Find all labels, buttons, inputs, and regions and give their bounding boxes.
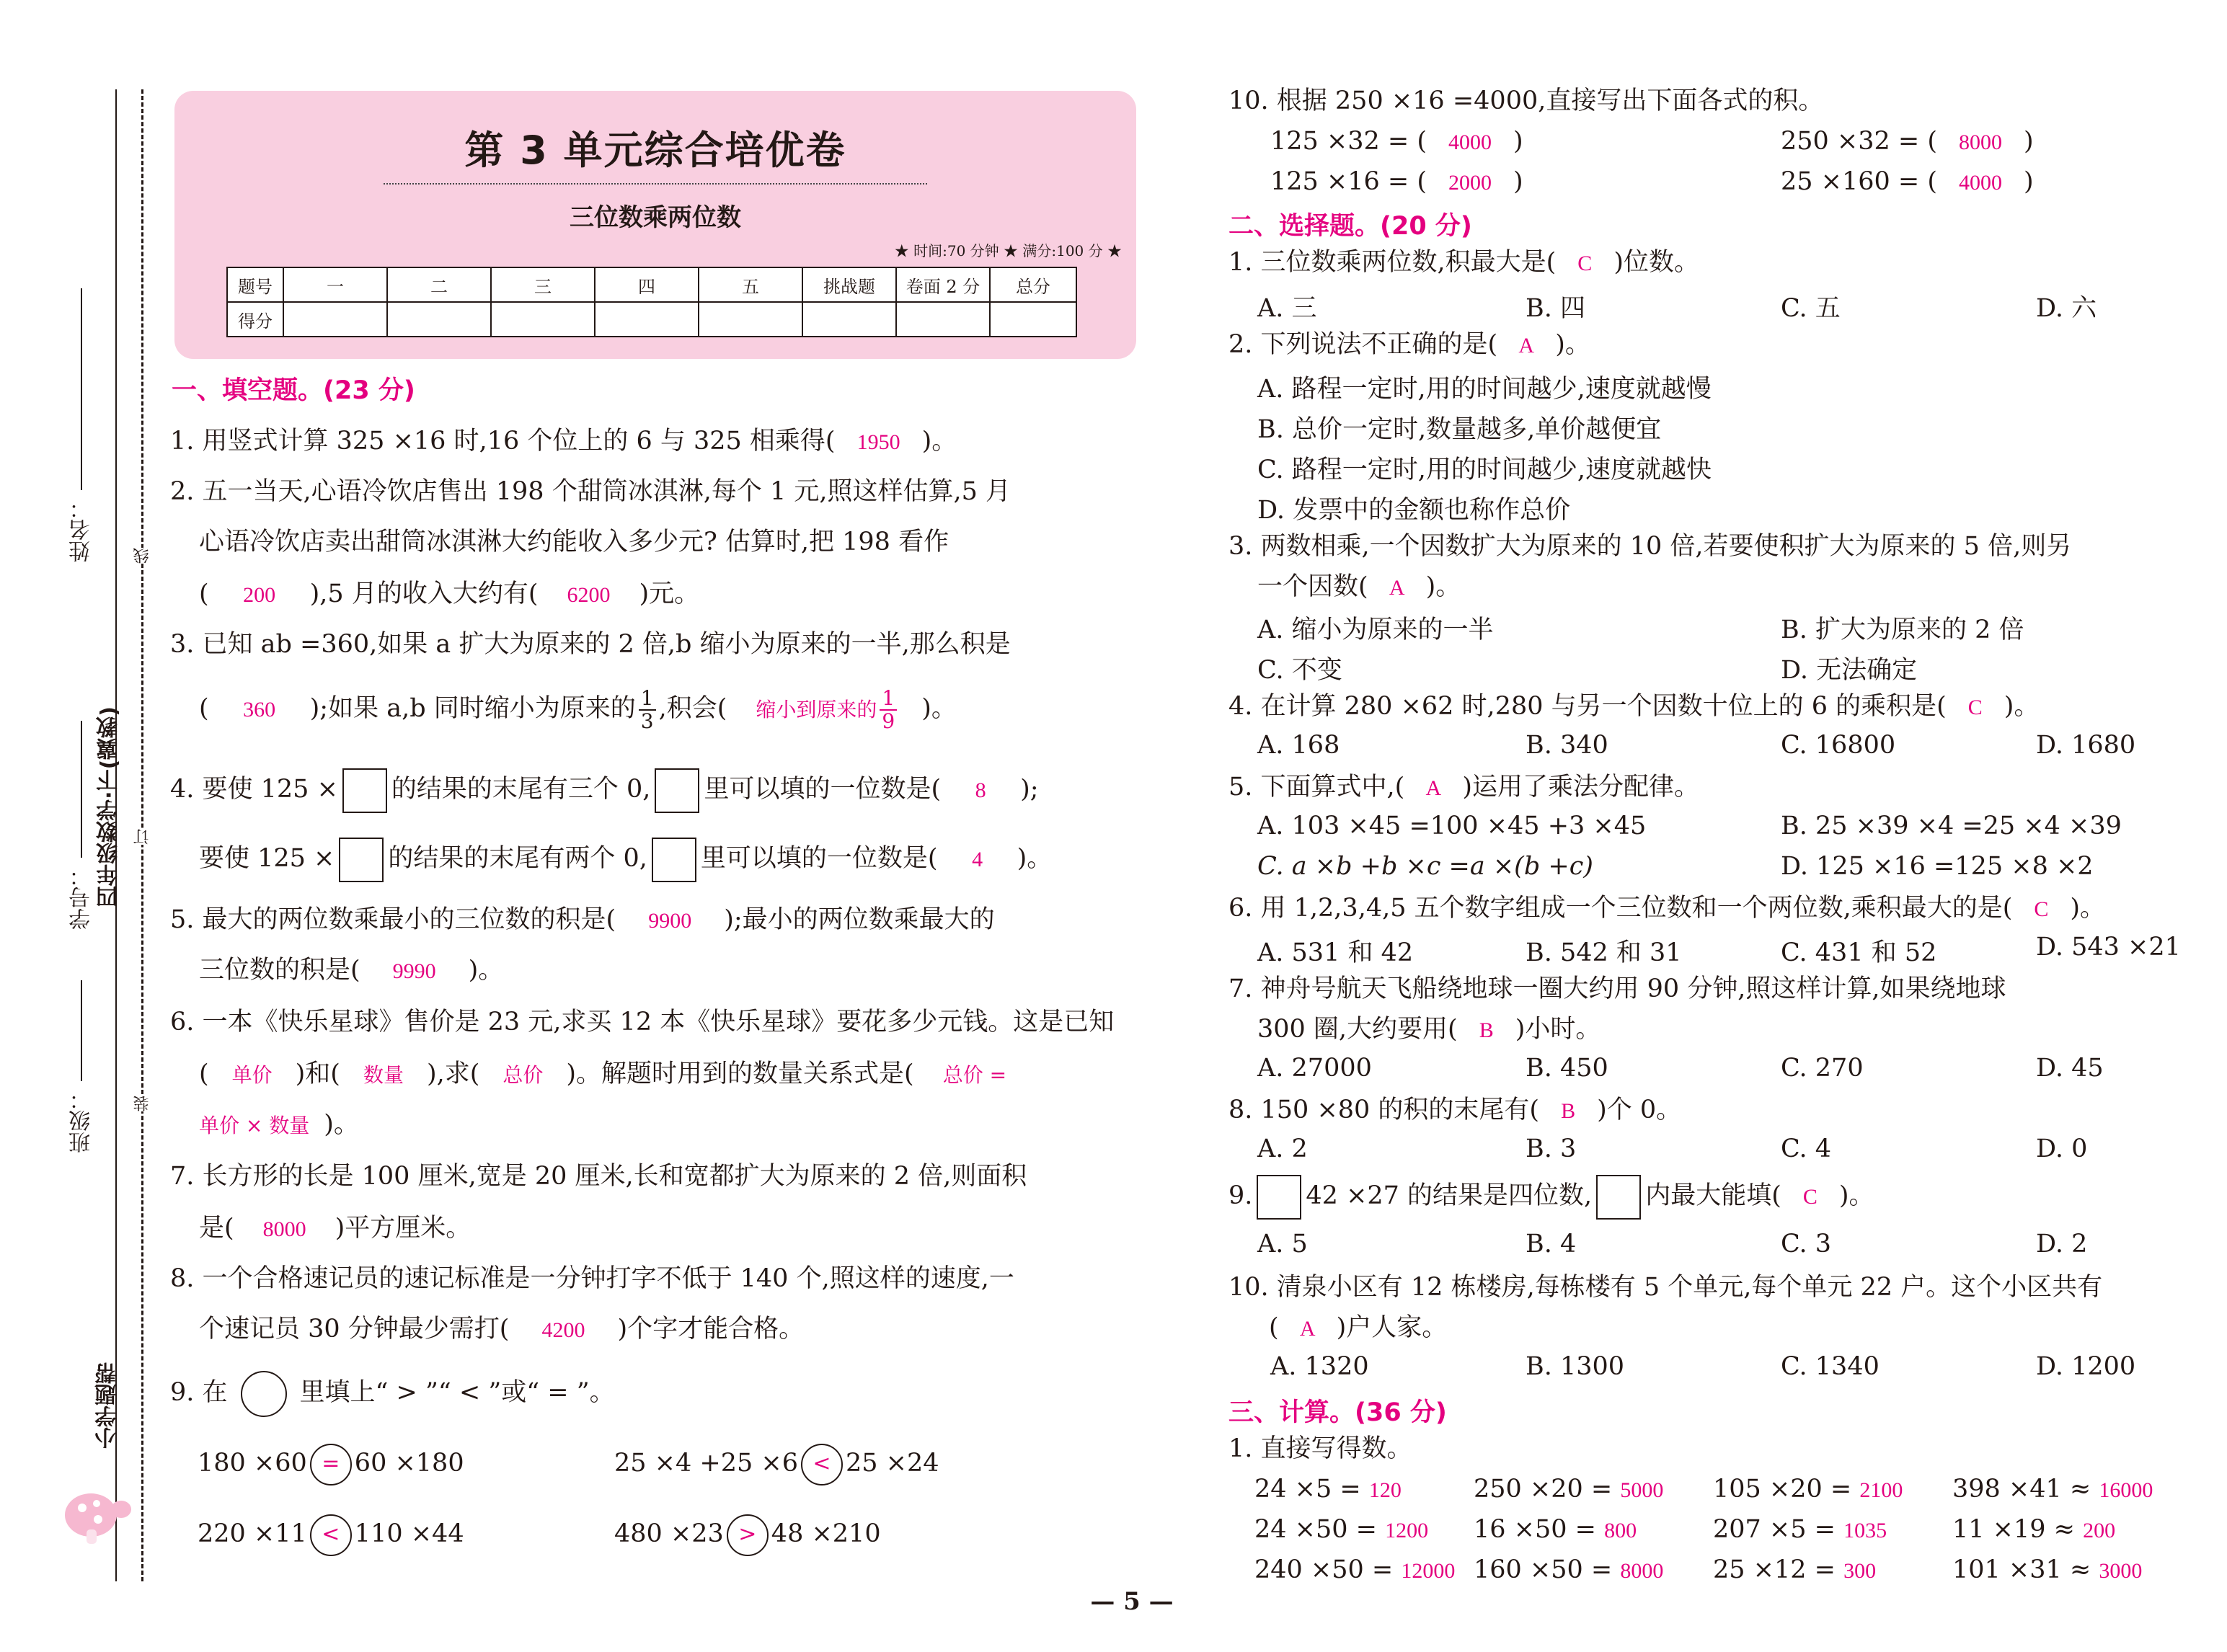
s2-q7-line2 <box>1257 1013 1600 1047</box>
s2-q2-option: B. 总价一定时,数量越多,单价越便宜 <box>1257 415 1662 444</box>
s1-q5-answer2: 9990 <box>392 959 436 983</box>
compare-right: 48 ×210 <box>771 1519 881 1548</box>
s1-q4-text: 要使 125 × <box>199 844 335 873</box>
s1-q3-fraction <box>639 685 656 733</box>
s2-q9-text: 内最大能填( <box>1645 1181 1781 1210</box>
cut-line-mark: 线 <box>131 548 154 564</box>
page-number: — 5 — <box>1090 1587 1174 1616</box>
page-subtitle: 三位数乘两位数 <box>570 203 741 232</box>
s2-q2-option: D. 发票中的金额也称作总价 <box>1257 496 1571 525</box>
score-header-cell: 二 <box>387 267 491 302</box>
title-dotted-divider <box>384 183 927 185</box>
s2-q4-answer: C <box>1967 696 1983 719</box>
section3-title: 三、计算。(36 分) <box>1228 1398 1447 1427</box>
s2-q9-option: C. 3 <box>1781 1230 1832 1258</box>
s2-q3-option: B. 扩大为原来的 2 倍 <box>1781 616 2024 644</box>
s2-q1-answer: C <box>1577 252 1593 275</box>
calc-expr: 250 ×20 = <box>1474 1475 1613 1504</box>
s1-q9-item <box>198 1512 464 1556</box>
s2-q5-option: C. a ×b +b ×c =a ×(b +c) <box>1257 852 1593 881</box>
answer-box[interactable] <box>342 768 387 813</box>
fraction-numerator: 1 <box>880 688 897 711</box>
s2-q7-option: D. 45 <box>2036 1054 2104 1083</box>
s1-q4-text: 里可以填的一位数是( <box>704 775 942 804</box>
s2-q8-option: B. 3 <box>1526 1134 1577 1163</box>
s2-q9-option: A. 5 <box>1257 1230 1308 1258</box>
calc-expr: 240 ×50 = <box>1254 1555 1394 1584</box>
s1-q1 <box>170 425 957 458</box>
fraction-denominator: 9 <box>882 709 895 733</box>
s2-q7-text: 300 圈,大约要用( <box>1257 1015 1458 1044</box>
s1-q4-answer2: 4 <box>972 848 983 871</box>
score-cell[interactable] <box>283 302 387 337</box>
calc-item <box>1713 1473 1903 1506</box>
calc-item <box>1952 1514 2115 1547</box>
s1-q6-text: ( <box>199 1060 209 1088</box>
score-header-cell: 总分 <box>990 267 1076 302</box>
s2-q6-text: 6. 用 1,2,3,4,5 五个数字组成一个三位数和一个两位数,乘积最大的是( <box>1228 894 2013 923</box>
s1-q5-text: )。 <box>468 956 504 985</box>
answer-box[interactable] <box>1596 1175 1641 1220</box>
s2-q4-text: 4. 在计算 280 ×62 时,280 与另一个因数十位上的 6 的乘积是( <box>1228 692 1947 721</box>
calc-answer: 800 <box>1604 1519 1637 1542</box>
q10-item <box>1781 125 2034 159</box>
s1-q9-text: 9. 在 <box>170 1378 228 1407</box>
s2-q6 <box>1228 892 2105 925</box>
s2-q10-text: )户人家。 <box>1336 1313 1448 1342</box>
s1-q6-answer3: 总价 <box>502 1063 544 1087</box>
s2-q9-option: B. 4 <box>1526 1230 1577 1258</box>
s1-q2-answer1: 200 <box>243 583 276 607</box>
compare-answer: < <box>310 1514 352 1556</box>
s2-q5 <box>1228 771 1699 804</box>
s1-q9-title <box>170 1369 615 1417</box>
id-underline <box>81 721 82 858</box>
page-title: 第 3 单元综合培优卷 <box>464 128 846 173</box>
calc-answer: 8000 <box>1620 1559 1664 1583</box>
s1-q1-answer: 1950 <box>856 430 900 454</box>
score-table-header-row <box>227 267 1076 302</box>
calc-expr: 101 ×31 ≈ <box>1952 1555 2091 1584</box>
q10-expr: 125 ×32 = ( <box>1270 127 1427 156</box>
calc-item <box>1254 1473 1402 1506</box>
section1-title: 一、填空题。(23 分) <box>172 376 415 405</box>
s1-q3-text: ( <box>199 694 209 723</box>
s2-q7-line1: 7. 神舟号航天飞船绕地球一圈大约用 90 分钟,照这样计算,如果绕地球 <box>1228 974 2006 1003</box>
calc-answer: 16000 <box>2099 1478 2153 1502</box>
calc-expr: 16 ×50 = <box>1474 1515 1596 1544</box>
s1-q2-text: ),5 月的收入大约有( <box>309 579 539 608</box>
calc-expr: 24 ×50 = <box>1254 1515 1377 1544</box>
book-label: 四年级数学·下(冀教) <box>97 706 122 907</box>
s2-q5-text: )运用了乘法分配律。 <box>1462 773 1699 801</box>
calc-expr: 11 ×19 ≈ <box>1952 1515 2075 1544</box>
s2-q6-option: A. 531 和 42 <box>1257 938 1414 967</box>
answer-box[interactable] <box>652 838 696 882</box>
s1-q5-answer1: 9900 <box>648 909 692 933</box>
s1-q5-line2 <box>199 954 503 987</box>
section2-title: 二、选择题。(20 分) <box>1228 212 1472 241</box>
s2-q2-option: C. 路程一定时,用的时间越少,速度就越快 <box>1257 456 1712 484</box>
s1-q8-answer: 4200 <box>541 1318 585 1342</box>
q10-title: 10. 根据 250 ×16 =4000,直接写出下面各式的积。 <box>1228 86 1824 115</box>
calc-expr: 398 ×41 ≈ <box>1952 1475 2091 1504</box>
name-label: 姓名： <box>69 497 94 562</box>
answer-box[interactable] <box>339 838 384 882</box>
calc-item <box>1474 1554 1663 1587</box>
s2-q6-answer: C <box>2034 897 2049 921</box>
score-header-cell: 卷面 2 分 <box>896 267 990 302</box>
s2-q9-text: 42 ×27 的结果是四位数, <box>1306 1181 1593 1210</box>
s2-q4-text: )。 <box>2004 692 2040 721</box>
s1-q3-answer1: 360 <box>243 698 276 721</box>
exam-meta: ★ 时间:70 分钟 ★ 满分:100 分 ★ <box>894 242 1122 259</box>
s2-q10-line1: 10. 清泉小区有 12 栋楼房,每栋楼有 5 个单元,每个单元 22 户。这个小区共有 <box>1228 1273 2103 1302</box>
s2-q10-option: D. 1200 <box>2036 1352 2136 1381</box>
q10-expr: ) <box>2024 167 2034 196</box>
fraction-numerator: 1 <box>639 688 656 711</box>
calc-item <box>1254 1514 1428 1547</box>
calc-answer: 200 <box>2083 1519 2116 1542</box>
score-table <box>226 267 1077 337</box>
s1-q4-text: 的结果的末尾有两个 0, <box>388 844 647 873</box>
s1-q4-line2 <box>199 833 1052 885</box>
s1-q2-answer2: 6200 <box>567 583 611 607</box>
s2-q7-answer: B <box>1479 1018 1494 1042</box>
s2-q8-option: C. 4 <box>1781 1134 1832 1163</box>
score-cell[interactable] <box>990 302 1076 337</box>
s1-q4-text: 的结果的末尾有三个 0, <box>391 775 651 804</box>
compare-right: 60 ×180 <box>354 1449 464 1478</box>
s1-q6-text: ),求( <box>426 1060 480 1088</box>
q10-expr: ) <box>1513 127 1523 156</box>
score-table-score-row <box>227 302 1076 337</box>
s1-q3-line1: 3. 已知 ab =360,如果 a 扩大为原来的 2 倍,b 缩小为原来的一半,那么积是 <box>170 630 1011 659</box>
calc-expr: 25 ×12 = <box>1713 1555 1836 1584</box>
s2-q4-option: C. 16800 <box>1781 731 1896 760</box>
s1-q8-text: )个字才能合格。 <box>617 1315 805 1344</box>
compare-left: 25 ×4 +25 ×6 <box>614 1449 798 1478</box>
q10-item <box>1781 166 2034 199</box>
s2-q10-option: A. 1320 <box>1270 1352 1369 1381</box>
s1-q5-line1 <box>170 904 995 937</box>
s1-q5-text: 5. 最大的两位数乘最小的三位数的积是( <box>170 905 616 934</box>
calc-item <box>1474 1514 1637 1547</box>
s2-q3-line2 <box>1257 571 1461 604</box>
fraction-denominator: 3 <box>640 709 654 733</box>
score-header-cell: 题号 <box>227 267 283 302</box>
compare-answer: = <box>310 1444 352 1486</box>
s2-q4-option: D. 1680 <box>2036 731 2136 760</box>
s2-q10-option: B. 1300 <box>1526 1352 1625 1381</box>
s2-q10-answer: A <box>1299 1317 1316 1341</box>
s1-q6-line3 <box>199 1109 359 1142</box>
s2-q5-text: 5. 下面算式中,( <box>1228 773 1405 801</box>
s2-q10-text: ( <box>1269 1313 1279 1342</box>
s1-q4-text: )。 <box>1017 844 1053 873</box>
s2-q2-text: )。 <box>1555 330 1590 359</box>
s2-q9-text: )。 <box>1838 1181 1874 1210</box>
s1-q7-text: 是( <box>199 1214 234 1243</box>
s1-q9-item <box>614 1442 939 1486</box>
s1-q6-text: )。解题时用到的数量关系式是( <box>566 1060 914 1088</box>
s2-q2-option: A. 路程一定时,用的时间越少,速度就越慢 <box>1257 375 1712 404</box>
s2-q7-option: A. 27000 <box>1257 1054 1372 1083</box>
s2-q4-option: A. 168 <box>1257 731 1340 760</box>
score-cell[interactable] <box>699 302 802 337</box>
calc-expr: 207 ×5 = <box>1713 1515 1836 1544</box>
s1-q4-text: 4. 要使 125 × <box>170 775 338 804</box>
score-header-cell: 一 <box>283 267 387 302</box>
s1-q9-item <box>614 1512 881 1556</box>
s2-q1 <box>1228 247 1699 280</box>
s1-q6-answer2: 数量 <box>363 1063 404 1087</box>
compare-answer: > <box>727 1514 769 1556</box>
calc-expr: 24 ×5 = <box>1254 1475 1361 1504</box>
score-cell[interactable] <box>387 302 491 337</box>
mushroom-logo-icon <box>55 1485 134 1550</box>
s2-q2-answer: A <box>1518 334 1535 358</box>
s2-q5-option: A. 103 ×45 =100 ×45 +3 ×45 <box>1257 812 1647 840</box>
s2-q9-option: D. 2 <box>2036 1230 2088 1258</box>
q10-expr: 250 ×32 = ( <box>1781 127 1938 156</box>
s2-q1-option: B. 四 <box>1526 294 1585 323</box>
class-label: 班级： <box>69 1088 94 1153</box>
s1-q4-line1 <box>170 764 1039 816</box>
answer-box[interactable] <box>655 768 699 813</box>
s2-q3-option: A. 缩小为原来的一半 <box>1257 616 1494 644</box>
s2-q7-option: B. 450 <box>1526 1054 1608 1083</box>
s1-q4-answer1: 8 <box>975 778 986 802</box>
score-cell[interactable] <box>491 302 595 337</box>
compare-circle-icon <box>241 1371 287 1417</box>
s2-q2-text: 2. 下列说法不正确的是( <box>1228 330 1498 359</box>
s2-q1-text: 1. 三位数乘两位数,积最大是( <box>1228 248 1557 277</box>
s2-q7-option: C. 270 <box>1781 1054 1864 1083</box>
header-box <box>174 91 1136 359</box>
s2-q9-text: 9. <box>1228 1181 1253 1210</box>
q10-answer: 4000 <box>1448 130 1492 154</box>
compare-left: 480 ×23 <box>614 1519 724 1548</box>
calc-item <box>1952 1554 2142 1587</box>
q10-expr: ) <box>1513 167 1523 196</box>
s2-q7-text: )小时。 <box>1515 1015 1601 1044</box>
s2-q8-text: )个 0。 <box>1597 1096 1682 1124</box>
s2-q4 <box>1228 690 2039 724</box>
q10-item <box>1270 125 1523 159</box>
s2-q3-line1: 3. 两数相乘,一个因数扩大为原来的 10 倍,若要使积扩大为原来的 5 倍,则另 <box>1228 532 2072 561</box>
calc-answer: 2100 <box>1859 1478 1903 1502</box>
score-header-cell: 四 <box>595 267 699 302</box>
s1-q2-text: ( <box>199 579 209 608</box>
q10-answer: 8000 <box>1959 130 2003 154</box>
score-row-label: 得分 <box>227 302 283 337</box>
compare-left: 220 ×11 <box>198 1519 307 1548</box>
q10-answer: 2000 <box>1448 171 1492 195</box>
s2-q1-option: C. 五 <box>1781 294 1841 323</box>
s2-q4-option: B. 340 <box>1526 731 1608 760</box>
s2-q8-answer: B <box>1561 1099 1576 1123</box>
compare-right: 25 ×24 <box>845 1449 939 1478</box>
calc-answer: 3000 <box>2099 1559 2143 1583</box>
score-header-cell: 三 <box>491 267 595 302</box>
q10-answer: 4000 <box>1959 171 2003 195</box>
student-id-label: 学号： <box>69 865 94 930</box>
s2-q8-option: D. 0 <box>2036 1134 2088 1163</box>
calc-answer: 1035 <box>1843 1519 1887 1542</box>
s1-q2-line1: 2. 五一当天,心语冷饮店售出 198 个甜筒冰淇淋,每个 1 元,照这样估算,5 月 <box>170 477 1011 506</box>
s1-q8-line2 <box>199 1313 804 1346</box>
s2-q6-option: D. 543 ×21 <box>2036 933 2181 962</box>
s1-q8-text: 个速记员 30 分钟最少需打( <box>199 1315 510 1344</box>
calc-answer: 300 <box>1843 1559 1877 1583</box>
score-header-cell: 挑战题 <box>802 267 896 302</box>
q10-expr: 25 ×160 = ( <box>1781 167 1938 196</box>
calc-answer: 12000 <box>1401 1559 1456 1583</box>
calc-expr: 105 ×20 = <box>1713 1475 1852 1504</box>
q10-item <box>1270 166 1523 199</box>
s2-q1-option: D. 六 <box>2036 294 2097 323</box>
s2-q3-option: D. 无法确定 <box>1781 656 1918 685</box>
s1-q3-answer2-fraction <box>880 685 897 733</box>
calc-item <box>1713 1514 1887 1547</box>
calc-item <box>1713 1554 1876 1587</box>
s2-q9-answer: C <box>1802 1185 1818 1209</box>
s1-q6-text: )。 <box>324 1110 359 1139</box>
s2-q3-option: C. 不变 <box>1257 656 1342 685</box>
score-header-cell: 五 <box>699 267 802 302</box>
s2-q1-text: )位数。 <box>1613 248 1699 277</box>
s2-q1-option: A. 三 <box>1257 294 1317 323</box>
s1-q5-text: );最小的两位数乘最大的 <box>724 905 995 934</box>
score-cell[interactable] <box>595 302 699 337</box>
calc-item <box>1474 1473 1663 1506</box>
s2-q8-text: 8. 150 ×80 的积的末尾有( <box>1228 1096 1540 1124</box>
s2-q10-option: C. 1340 <box>1781 1352 1880 1381</box>
q10-expr: ) <box>2024 127 2034 156</box>
calc-answer: 1200 <box>1385 1519 1429 1542</box>
s1-q3-line2 <box>199 683 957 735</box>
s1-q7-answer: 8000 <box>262 1217 306 1241</box>
s1-q3-text: );如果 a,b 同时缩小为原来的 <box>309 694 636 723</box>
s2-q10-line2 <box>1269 1312 1447 1345</box>
cut-ding-mark: 订 <box>131 829 154 845</box>
score-cell[interactable] <box>896 302 990 337</box>
s2-q2 <box>1228 329 1590 362</box>
s1-q2-text: )元。 <box>639 579 700 608</box>
calc-item <box>1952 1473 2153 1506</box>
s2-q3-text: 一个因数( <box>1257 572 1368 601</box>
s1-q6-text: )和( <box>295 1060 340 1088</box>
s1-q6-answer4a: 总价 = <box>942 1063 1007 1087</box>
s1-q9-item <box>198 1442 464 1486</box>
answer-box[interactable] <box>1257 1175 1301 1220</box>
s2-q5-option: B. 25 ×39 ×4 =25 ×4 ×39 <box>1781 812 2122 840</box>
s1-q5-text: 三位数的积是( <box>199 956 360 985</box>
s1-q7-text: )平方厘米。 <box>335 1214 471 1243</box>
s3-q1-title: 1. 直接写得数。 <box>1228 1434 1412 1463</box>
compare-left: 180 ×60 <box>198 1449 307 1478</box>
s2-q6-option: C. 431 和 52 <box>1781 938 1937 967</box>
cut-zhuang-mark: 装 <box>131 1096 154 1111</box>
s1-q6-answer1: 单价 <box>231 1063 273 1087</box>
s1-q1-text: 1. 用竖式计算 325 ×16 时,16 个位上的 6 与 325 相乘得( <box>170 427 836 456</box>
s1-q2-line2: 心语冷饮店卖出甜筒冰淇淋大约能收入多少元? 估算时,把 198 看作 <box>199 528 949 556</box>
brand-label: 小学题帮 <box>95 1362 120 1449</box>
q10-expr: 125 ×16 = ( <box>1270 167 1427 196</box>
calc-expr: 160 ×50 = <box>1474 1555 1613 1584</box>
s1-q1-text: )。 <box>921 427 957 456</box>
s1-q6-line2 <box>199 1058 1006 1091</box>
s2-q6-option: B. 542 和 31 <box>1526 938 1682 967</box>
s2-q3-text: )。 <box>1425 572 1461 601</box>
s2-q3-answer: A <box>1389 576 1405 600</box>
calc-answer: 5000 <box>1620 1478 1664 1502</box>
s1-q4-text: 里可以填的一位数是( <box>700 844 938 873</box>
s1-q7-line2 <box>199 1212 471 1245</box>
s1-q3-text: )。 <box>921 694 957 723</box>
s1-q3-text: ,积会( <box>658 694 727 723</box>
s2-q6-text: )。 <box>2070 894 2106 923</box>
s1-q6-answer4b: 单价 × 数量 <box>199 1114 310 1137</box>
calc-item <box>1254 1554 1455 1587</box>
calc-answer: 120 <box>1368 1478 1402 1502</box>
class-underline <box>81 980 82 1081</box>
compare-right: 110 ×44 <box>354 1519 464 1548</box>
s1-q8-line1: 8. 一个合格速记员的速记标准是一分钟打字不低于 140 个,照这样的速度,一 <box>170 1264 1014 1293</box>
s1-q2-line3 <box>199 578 699 611</box>
s2-q8-option: A. 2 <box>1257 1134 1308 1163</box>
s2-q5-option: D. 125 ×16 =125 ×8 ×2 <box>1781 852 2094 881</box>
s2-q8 <box>1228 1094 1681 1127</box>
name-underline <box>81 288 82 490</box>
s1-q3-answer2: 缩小到原来的 <box>756 698 877 721</box>
score-cell[interactable] <box>802 302 896 337</box>
s1-q4-text: ); <box>1020 775 1039 804</box>
s1-q6-line1: 6. 一本《快乐星球》售价是 23 元,求买 12 本《快乐星球》要花多少元钱。这是已知 <box>170 1008 1115 1036</box>
s1-q7-line1: 7. 长方形的长是 100 厘米,宽是 20 厘米,长和宽都扩大为原来的 2 倍,则面积 <box>170 1162 1027 1191</box>
s2-q9 <box>1228 1172 1874 1221</box>
compare-answer: < <box>801 1444 843 1486</box>
s2-q5-answer: A <box>1425 776 1442 800</box>
s1-q9-text: 里填上“ > ”“ < ”或“ = ”。 <box>299 1378 615 1407</box>
